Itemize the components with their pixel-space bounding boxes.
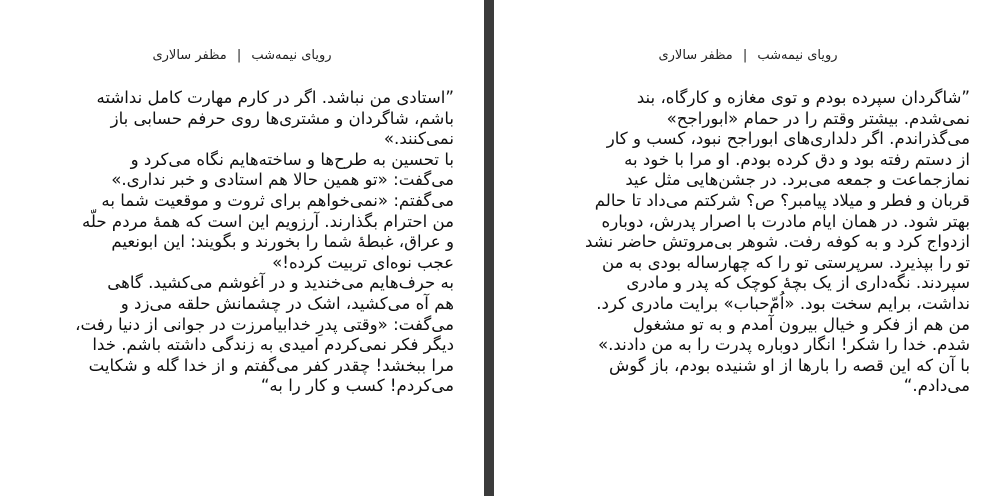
author-name: مظفر سالاری <box>152 48 227 63</box>
header-separator: | <box>236 48 242 63</box>
text-line: ”شاگردان سپرده بودم و توی مغازه و کارگاه، بند <box>636 88 970 107</box>
text-line: سپردند. نگه‌داری از یک بچهٔ کوچک که پدر و مادری <box>626 273 970 293</box>
running-header <box>494 48 1002 63</box>
author-name: مظفر سالاری <box>658 48 733 63</box>
book-gutter <box>484 0 494 496</box>
text-line: با آن که این قصه را بارها از او شنیده بودم، باز گوش <box>609 355 970 375</box>
text-line: ازدواج کرد و به کوفه رفت. شوهر بی‌مروتش حاضر نشد <box>585 232 970 252</box>
book-title: رویای نیمه‌شب <box>251 48 332 63</box>
body-text <box>550 88 970 397</box>
text-line: از دستم رفته بود و دق کرده بودم. او مرا با خود به <box>624 149 970 169</box>
text-line: هم آه می‌کشید، اشک در چشمانش حلقه می‌زد و <box>120 293 454 313</box>
left-page <box>0 0 484 496</box>
text-line: ”استادی من نباشد. اگر در کارم مهارت کامل نداشته <box>96 88 454 107</box>
text-line: به حرف‌هایم می‌خندید و در آغوشم می‌کشید. گاهی <box>107 273 454 293</box>
right-page <box>494 0 1002 496</box>
text-line: من احترام بگذارند. آرزویم این است که همهٔ مردم حلّه <box>82 211 454 231</box>
text-line: و عراق، غبطهٔ شما را بخورند و بگویند: این ابونعیم <box>111 232 454 252</box>
text-line: نمازجماعت و جمعه می‌برد. در جشن‌هایی مثل عید <box>625 170 970 190</box>
header-separator: | <box>742 48 748 63</box>
text-line: قربان و فطر و میلاد پیامبر؟ ص؟ شرکتم می‌داد تا حالم <box>594 190 970 210</box>
text-line: نمی‌شدم. بیشتر وقتم را در حمام «ابوراجح» <box>666 108 970 128</box>
text-line: می‌گفتم: «نمی‌خواهم برای ثروت و موقعیت شما به <box>101 190 454 210</box>
text-line: می‌گفت: «تو همین حالا هم استادی و خبر نداری.» <box>111 170 454 190</box>
text-line: می‌گذراندم. اگر دلداری‌های ابوراجح نبود، کسب و کار <box>606 129 970 149</box>
text-line: بهتر شود. در همان ایام مادرت با اصرار پدرش، دوباره <box>601 211 970 231</box>
text-line: می‌کردم! کسب و کار را به“ <box>260 376 454 396</box>
text-line: نداشت، برایم سخت بود. «اُمّ‌حباب» برایت مادری کرد. <box>596 293 970 313</box>
text-line: با تحسین به طرح‌ها و ساخته‌هایم نگاه می‌کرد و <box>130 149 454 169</box>
text-line: می‌دادم.“ <box>903 376 970 396</box>
text-line: تو را بپذیرد. سرپرستی تو را که چهارساله بودی به من <box>601 252 970 272</box>
text-line: دیگر فکر نمی‌کردم امیدی به زندگی داشته باشم. خدا <box>92 335 454 355</box>
text-line: می‌گفت: «وقتی پدرِ خدابیامرزت در جوانی از دنیا رفت، <box>75 314 454 334</box>
body-text <box>34 88 454 397</box>
text-line: من هم از فکر و خیال بیرون آمدم و به تو مشغول <box>632 314 970 334</box>
text-line: باشم، شاگردان و مشتری‌ها روی حرفم حسابی باز <box>110 108 454 128</box>
text-line: شدم. خدا را شکر! انگار دوباره پدرت را به من دادند.» <box>598 335 970 355</box>
text-line: نمی‌کنند.» <box>383 129 454 149</box>
running-header <box>0 48 484 63</box>
book-title: رویای نیمه‌شب <box>757 48 838 63</box>
text-line: مرا ببخشد! چقدر کفر می‌گفتم و از خدا گله و شکایت <box>88 355 454 375</box>
text-line: عجب نوه‌ای تربیت کرده!» <box>272 252 454 272</box>
